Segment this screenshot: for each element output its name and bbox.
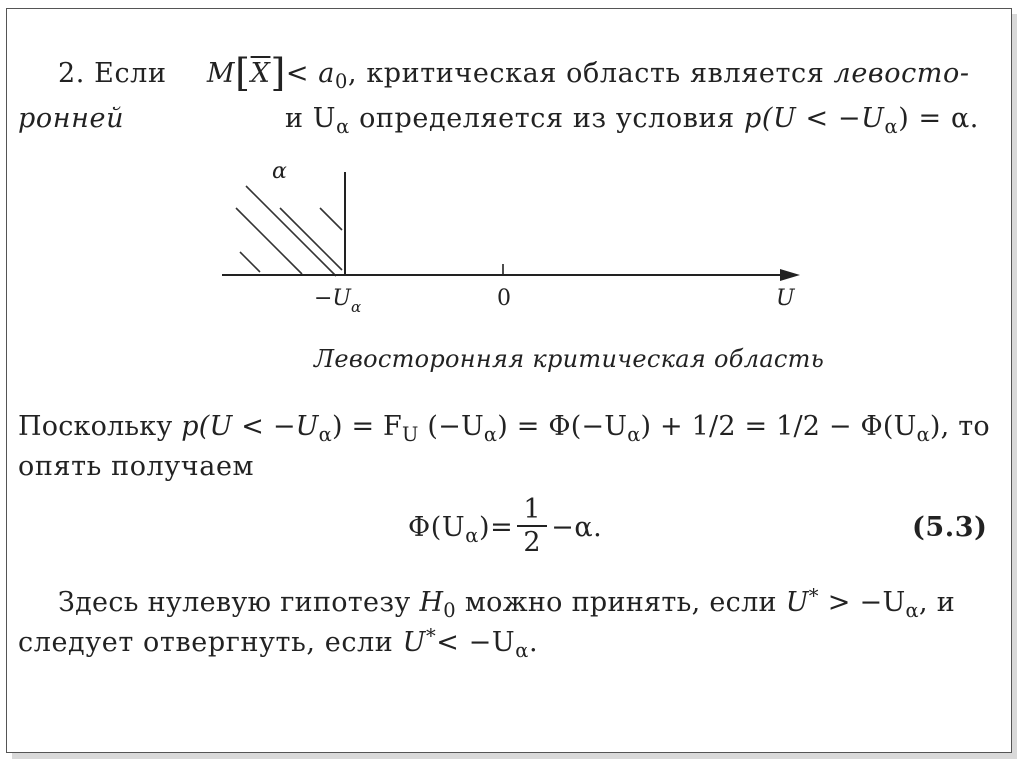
text-if: Если xyxy=(94,58,167,89)
eq-numerator: 1 xyxy=(517,495,547,527)
para2-line1 xyxy=(18,410,990,447)
text-here: Здесь нулевую гипотезу xyxy=(58,587,411,618)
diagram-caption: Левосторонняя критическая область xyxy=(314,345,825,373)
eq-lhs: Φ(U xyxy=(408,512,466,543)
para1-line2-cont xyxy=(285,102,979,139)
math-m: M xyxy=(206,58,236,89)
tick-zero: 0 xyxy=(497,286,511,311)
hatch-line xyxy=(320,208,342,230)
eq-rhs: −α. xyxy=(551,512,603,543)
para3-line1 xyxy=(58,584,956,623)
text-crit-region: , критическая область является xyxy=(347,58,825,89)
equation-5-3 xyxy=(408,493,603,561)
math-h: H xyxy=(419,587,444,618)
text-since: Поскольку xyxy=(18,411,173,442)
math-expr6: ), то xyxy=(929,411,990,442)
text-accept: можно принять, если xyxy=(464,587,777,618)
math-lt: < −U xyxy=(436,627,516,658)
para3-line2 xyxy=(18,624,539,663)
text-determined: определяется из условия xyxy=(359,103,735,134)
text-left-sided-1: левосто- xyxy=(833,58,970,89)
hatch-line xyxy=(236,208,302,274)
frame-shadow-right xyxy=(1012,14,1017,759)
math-expr4: ) = Φ(−U xyxy=(497,411,628,442)
frame-shadow-bottom xyxy=(12,753,1017,759)
math-gt-sub: α xyxy=(905,599,919,623)
math-expr2: ) = F xyxy=(331,411,402,442)
para2-line2: опять получаем xyxy=(18,451,255,482)
math-cond-end: ) = α. xyxy=(898,103,979,134)
math-sub: α xyxy=(916,423,930,447)
axis-label-u: U xyxy=(776,286,795,311)
alpha-label: α xyxy=(272,159,287,184)
math-expr1: p(U < −U xyxy=(181,411,319,442)
tick-neg-u: $-U_\alpha$ xyxy=(314,286,362,316)
eq-lhs-end: )= xyxy=(478,512,514,543)
math-lt-sub: α xyxy=(515,639,529,663)
item-number: 2. xyxy=(58,58,85,89)
math-star: * xyxy=(808,584,819,608)
para1-line1 xyxy=(58,51,970,95)
math-ustar: U xyxy=(785,587,809,618)
equation-label: (5.3) xyxy=(912,512,988,543)
axis-arrow xyxy=(780,269,800,281)
text-reject: следует отвергнуть, если xyxy=(18,627,394,658)
math-gt: > −U xyxy=(827,587,906,618)
math-star2: * xyxy=(425,624,437,648)
math-sub: α xyxy=(627,423,641,447)
math-h-sub: 0 xyxy=(443,599,456,623)
math-lt-a0: < a xyxy=(285,58,335,89)
eq-lhs-sub: α xyxy=(465,524,479,548)
critical-region-diagram xyxy=(200,150,820,330)
text-end: . xyxy=(529,627,539,658)
math-sub: α xyxy=(318,423,332,447)
text-left-sided-2: ронней xyxy=(18,103,125,134)
math-xbar: $\overline{X}$ xyxy=(250,58,271,89)
eq-fraction xyxy=(517,495,547,559)
math-cond-sub: α xyxy=(884,115,899,139)
math-ustar2: U xyxy=(402,627,426,658)
bracket-close: ] xyxy=(270,51,286,95)
hatch-line xyxy=(240,252,260,272)
math-sub: U xyxy=(402,423,419,447)
math-u-sub: α xyxy=(336,115,350,139)
math-a0-sub: 0 xyxy=(334,70,348,94)
bracket-open: [ xyxy=(235,51,251,95)
text-and-u: и U xyxy=(285,103,337,134)
text-and: , и xyxy=(918,587,956,618)
math-expr3: (−U xyxy=(427,411,484,442)
math-expr5: ) + 1/2 = 1/2 − Φ(U xyxy=(640,411,917,442)
para1-line2 xyxy=(18,102,124,136)
math-sub: α xyxy=(483,423,498,447)
eq-denominator: 2 xyxy=(523,526,542,558)
math-condition: p(U < −U xyxy=(743,103,885,134)
